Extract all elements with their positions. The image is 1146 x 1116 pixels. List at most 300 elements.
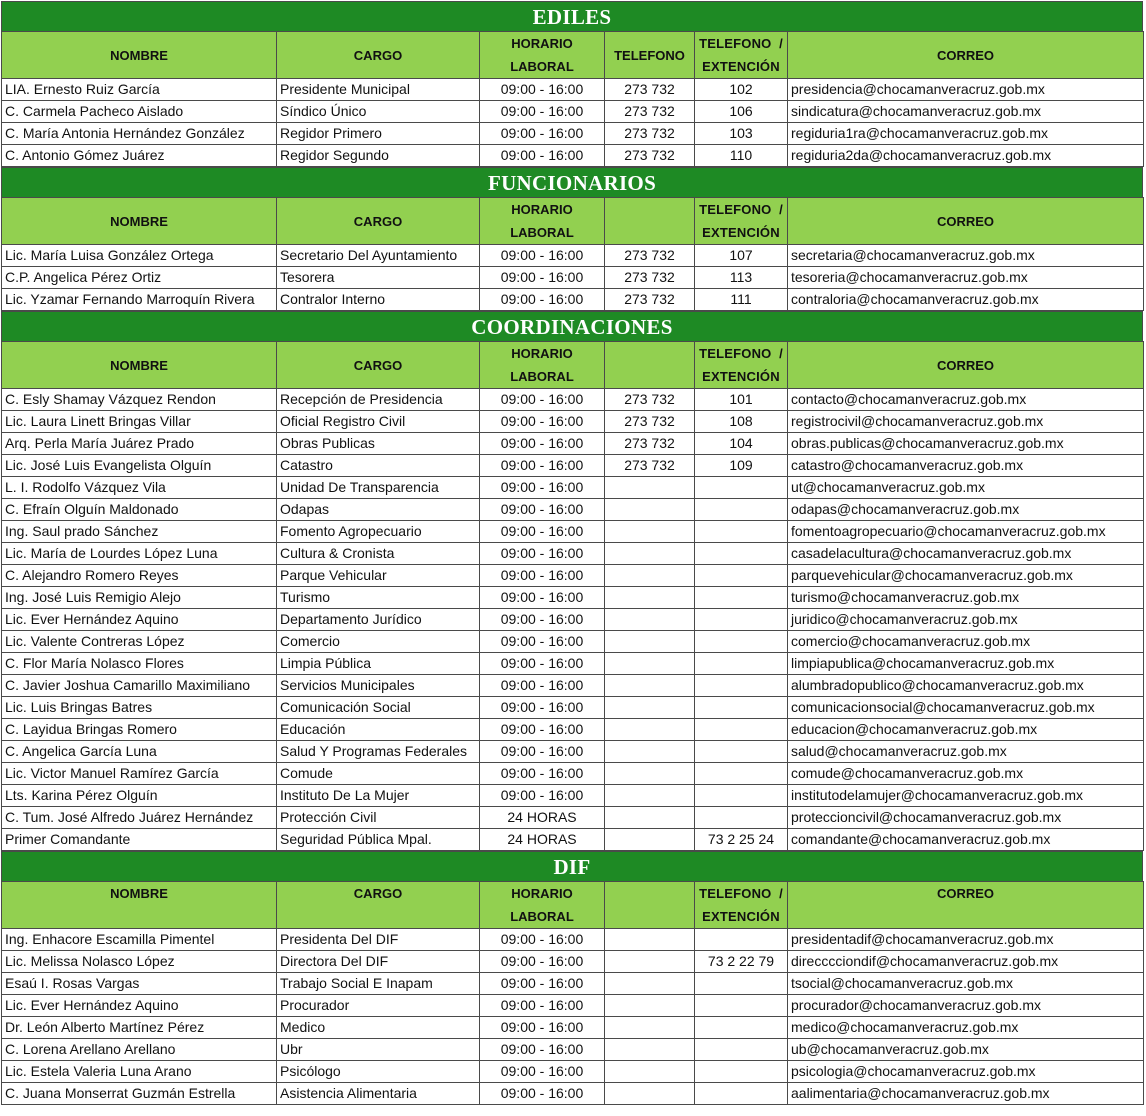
cell-horario: 09:00 - 16:00 (480, 1083, 605, 1105)
cell-extension (695, 763, 788, 785)
table-row (2, 587, 1144, 609)
cell-telefono (605, 807, 695, 829)
table-row (2, 973, 1144, 995)
section-title-funcionarios: FUNCIONARIOS (1, 167, 1143, 197)
cell-cargo: Comunicación Social (277, 697, 480, 719)
cell-telefono: 273 732 (605, 145, 695, 167)
table-row (2, 995, 1144, 1017)
cell-correo: catastro@chocamanveracruz.gob.mx (788, 455, 1144, 477)
section-title-dif: DIF (1, 851, 1143, 881)
cell-correo: contraloria@chocamanveracruz.gob.mx (788, 289, 1144, 311)
cell-extension: 107 (695, 245, 788, 267)
table-row (2, 1039, 1144, 1061)
cell-correo: fomentoagropecuario@chocamanveracruz.gob.mx (788, 521, 1144, 543)
cell-extension (695, 477, 788, 499)
cell-cargo: Unidad De Transparencia (277, 477, 480, 499)
cell-cargo: Regidor Segundo (277, 145, 480, 167)
cell-cargo: Odapas (277, 499, 480, 521)
header-nombre: NOMBRE (2, 32, 277, 79)
cell-cargo: Psicólogo (277, 1061, 480, 1083)
table-row (2, 1061, 1144, 1083)
cell-telefono (605, 543, 695, 565)
header-cargo: CARGO (277, 342, 480, 389)
cell-horario: 09:00 - 16:00 (480, 995, 605, 1017)
header-horario-line1: HORARIO (511, 36, 573, 51)
cell-cargo: Regidor Primero (277, 123, 480, 145)
cell-correo: presidencia@chocamanveracruz.gob.mx (788, 79, 1144, 101)
cell-horario: 09:00 - 16:00 (480, 675, 605, 697)
header-correo: CORREO (788, 342, 1144, 389)
cell-nombre: Lts. Karina Pérez Olguín (2, 785, 277, 807)
table-row (2, 951, 1144, 973)
cell-horario: 09:00 - 16:00 (480, 245, 605, 267)
cell-cargo: Obras Publicas (277, 433, 480, 455)
cell-telefono (605, 521, 695, 543)
directory-sheet (1, 1, 1143, 1105)
cell-telefono (605, 697, 695, 719)
cell-telefono (605, 1017, 695, 1039)
cell-nombre: Lic. Luis Bringas Batres (2, 697, 277, 719)
cell-correo: comude@chocamanveracruz.gob.mx (788, 763, 1144, 785)
cell-cargo: Comercio (277, 631, 480, 653)
cell-telefono: 273 732 (605, 245, 695, 267)
cell-correo: aalimentaria@chocamanveracruz.gob.mx (788, 1083, 1144, 1105)
header-row (2, 882, 1144, 929)
header-telefono (605, 342, 695, 389)
header-extension-line1: TELEFONO / (699, 202, 783, 217)
header-horario-line2: LABORAL (510, 909, 574, 924)
table-row (2, 631, 1144, 653)
cell-correo: tesoreria@chocamanveracruz.gob.mx (788, 267, 1144, 289)
cell-correo: tsocial@chocamanveracruz.gob.mx (788, 973, 1144, 995)
cell-horario: 09:00 - 16:00 (480, 79, 605, 101)
cell-correo: turismo@chocamanveracruz.gob.mx (788, 587, 1144, 609)
table-row (2, 433, 1144, 455)
cell-cargo: Contralor Interno (277, 289, 480, 311)
header-extension (695, 32, 788, 79)
cell-telefono (605, 565, 695, 587)
table-row (2, 1017, 1144, 1039)
header-extension-line1: TELEFONO / (699, 36, 783, 51)
cell-nombre: Arq. Perla María Juárez Prado (2, 433, 277, 455)
cell-cargo: Secretario Del Ayuntamiento (277, 245, 480, 267)
table-row (2, 543, 1144, 565)
table-row (2, 785, 1144, 807)
header-horario (480, 32, 605, 79)
cell-extension (695, 973, 788, 995)
cell-horario: 09:00 - 16:00 (480, 289, 605, 311)
cell-correo: proteccioncivil@chocamanveracruz.gob.mx (788, 807, 1144, 829)
header-extension-line2: EXTENCIÓN (702, 909, 780, 924)
cell-nombre: L. I. Rodolfo Vázquez Vila (2, 477, 277, 499)
header-extension (695, 198, 788, 245)
table-row (2, 79, 1144, 101)
cell-telefono (605, 763, 695, 785)
cell-horario: 09:00 - 16:00 (480, 565, 605, 587)
cell-nombre: C.P. Angelica Pérez Ortiz (2, 267, 277, 289)
cell-cargo: Presidente Municipal (277, 79, 480, 101)
table-row (2, 697, 1144, 719)
header-cargo: CARGO (277, 32, 480, 79)
cell-extension (695, 631, 788, 653)
header-cargo: CARGO (277, 198, 480, 245)
cell-cargo: Síndico Único (277, 101, 480, 123)
cell-telefono (605, 609, 695, 631)
cell-cargo: Turismo (277, 587, 480, 609)
header-nombre: NOMBRE (2, 882, 277, 929)
cell-telefono: 273 732 (605, 389, 695, 411)
cell-nombre: C. Layidua Bringas Romero (2, 719, 277, 741)
cell-correo: comunicacionsocial@chocamanveracruz.gob.mx (788, 697, 1144, 719)
cell-horario: 09:00 - 16:00 (480, 741, 605, 763)
cell-correo: obras.publicas@chocamanveracruz.gob.mx (788, 433, 1144, 455)
cell-telefono (605, 587, 695, 609)
cell-telefono (605, 719, 695, 741)
cell-horario: 09:00 - 16:00 (480, 719, 605, 741)
table-row (2, 455, 1144, 477)
section-title-ediles: EDILES (1, 1, 1143, 31)
table-row (2, 719, 1144, 741)
cell-telefono: 273 732 (605, 267, 695, 289)
table-row (2, 499, 1144, 521)
cell-horario: 09:00 - 16:00 (480, 499, 605, 521)
cell-correo: procurador@chocamanveracruz.gob.mx (788, 995, 1144, 1017)
cell-extension (695, 587, 788, 609)
cell-correo: casadelacultura@chocamanveracruz.gob.mx (788, 543, 1144, 565)
cell-cargo: Fomento Agropecuario (277, 521, 480, 543)
table-row (2, 477, 1144, 499)
cell-extension (695, 675, 788, 697)
cell-horario: 09:00 - 16:00 (480, 477, 605, 499)
cell-cargo: Medico (277, 1017, 480, 1039)
table-coordinaciones (1, 341, 1144, 851)
cell-horario: 09:00 - 16:00 (480, 1061, 605, 1083)
cell-extension: 73 2 25 24 (695, 829, 788, 851)
header-horario (480, 882, 605, 929)
cell-nombre: Ing. Saul prado Sánchez (2, 521, 277, 543)
header-correo: CORREO (788, 882, 1144, 929)
header-extension-line2: EXTENCIÓN (702, 369, 780, 384)
cell-telefono (605, 1083, 695, 1105)
cell-extension: 110 (695, 145, 788, 167)
table-row (2, 829, 1144, 851)
header-extension-line2: EXTENCIÓN (702, 225, 780, 240)
cell-horario: 09:00 - 16:00 (480, 763, 605, 785)
cell-nombre: Primer Comandante (2, 829, 277, 851)
cell-correo: psicologia@chocamanveracruz.gob.mx (788, 1061, 1144, 1083)
cell-nombre: Lic. Victor Manuel Ramírez García (2, 763, 277, 785)
header-row (2, 32, 1144, 79)
cell-nombre: C. Tum. José Alfredo Juárez Hernández (2, 807, 277, 829)
header-telefono (605, 198, 695, 245)
cell-cargo: Parque Vehicular (277, 565, 480, 587)
cell-nombre: C. Antonio Gómez Juárez (2, 145, 277, 167)
cell-correo: institutodelamujer@chocamanveracruz.gob.mx (788, 785, 1144, 807)
cell-telefono (605, 1039, 695, 1061)
cell-nombre: C. María Antonia Hernández González (2, 123, 277, 145)
table-row (2, 929, 1144, 951)
cell-horario: 09:00 - 16:00 (480, 929, 605, 951)
cell-telefono (605, 653, 695, 675)
cell-correo: odapas@chocamanveracruz.gob.mx (788, 499, 1144, 521)
cell-nombre: Lic. María Luisa González Ortega (2, 245, 277, 267)
cell-nombre: Lic. Laura Linett Bringas Villar (2, 411, 277, 433)
header-nombre: NOMBRE (2, 342, 277, 389)
cell-correo: secretaria@chocamanveracruz.gob.mx (788, 245, 1144, 267)
cell-nombre: Lic. José Luis Evangelista Olguín (2, 455, 277, 477)
header-extension (695, 882, 788, 929)
cell-extension (695, 719, 788, 741)
cell-horario: 09:00 - 16:00 (480, 411, 605, 433)
cell-horario: 09:00 - 16:00 (480, 101, 605, 123)
table-row (2, 123, 1144, 145)
header-horario-line1: HORARIO (511, 346, 573, 361)
cell-extension (695, 1083, 788, 1105)
cell-extension (695, 1039, 788, 1061)
cell-extension (695, 499, 788, 521)
cell-correo: contacto@chocamanveracruz.gob.mx (788, 389, 1144, 411)
cell-nombre: C. Flor María Nolasco Flores (2, 653, 277, 675)
cell-extension: 108 (695, 411, 788, 433)
cell-correo: educacion@chocamanveracruz.gob.mx (788, 719, 1144, 741)
cell-telefono: 273 732 (605, 289, 695, 311)
cell-telefono: 273 732 (605, 411, 695, 433)
cell-correo: regiduria2da@chocamanveracruz.gob.mx (788, 145, 1144, 167)
header-telefono (605, 882, 695, 929)
cell-horario: 09:00 - 16:00 (480, 1039, 605, 1061)
cell-telefono: 273 732 (605, 101, 695, 123)
cell-nombre: C. Alejandro Romero Reyes (2, 565, 277, 587)
cell-extension (695, 697, 788, 719)
cell-horario: 09:00 - 16:00 (480, 389, 605, 411)
cell-correo: regiduria1ra@chocamanveracruz.gob.mx (788, 123, 1144, 145)
cell-cargo: Presidenta Del DIF (277, 929, 480, 951)
cell-nombre: C. Juana Monserrat Guzmán Estrella (2, 1083, 277, 1105)
table-row (2, 763, 1144, 785)
cell-cargo: Trabajo Social E Inapam (277, 973, 480, 995)
cell-correo: sindicatura@chocamanveracruz.gob.mx (788, 101, 1144, 123)
cell-horario: 24 HORAS (480, 807, 605, 829)
cell-nombre: Lic. Yzamar Fernando Marroquín Rivera (2, 289, 277, 311)
cell-nombre: Lic. Ever Hernández Aquino (2, 609, 277, 631)
cell-telefono (605, 499, 695, 521)
header-extension-line1: TELEFONO / (699, 886, 783, 901)
cell-correo: registrocivil@chocamanveracruz.gob.mx (788, 411, 1144, 433)
cell-nombre: LIA. Ernesto Ruiz García (2, 79, 277, 101)
header-row (2, 342, 1144, 389)
cell-nombre: Esaú I. Rosas Vargas (2, 973, 277, 995)
table-row (2, 267, 1144, 289)
cell-cargo: Instituto De La Mujer (277, 785, 480, 807)
cell-correo: parquevehicular@chocamanveracruz.gob.mx (788, 565, 1144, 587)
header-cargo: CARGO (277, 882, 480, 929)
cell-extension: 111 (695, 289, 788, 311)
header-horario-line1: HORARIO (511, 202, 573, 217)
cell-telefono: 273 732 (605, 455, 695, 477)
cell-extension (695, 1017, 788, 1039)
cell-telefono (605, 675, 695, 697)
cell-extension (695, 995, 788, 1017)
header-horario (480, 342, 605, 389)
header-extension-line1: TELEFONO / (699, 346, 783, 361)
cell-cargo: Tesorera (277, 267, 480, 289)
cell-telefono (605, 741, 695, 763)
table-row (2, 807, 1144, 829)
header-nombre: NOMBRE (2, 198, 277, 245)
cell-horario: 09:00 - 16:00 (480, 973, 605, 995)
cell-extension (695, 565, 788, 587)
cell-cargo: Asistencia Alimentaria (277, 1083, 480, 1105)
cell-extension: 73 2 22 79 (695, 951, 788, 973)
table-row (2, 389, 1144, 411)
cell-cargo: Cultura & Cronista (277, 543, 480, 565)
table-row (2, 289, 1144, 311)
header-horario-line1: HORARIO (511, 886, 573, 901)
cell-nombre: C. Angelica García Luna (2, 741, 277, 763)
cell-nombre: Dr. León Alberto Martínez Pérez (2, 1017, 277, 1039)
cell-nombre: Lic. Valente Contreras López (2, 631, 277, 653)
cell-cargo: Catastro (277, 455, 480, 477)
cell-cargo: Comude (277, 763, 480, 785)
cell-horario: 09:00 - 16:00 (480, 785, 605, 807)
cell-telefono: 273 732 (605, 433, 695, 455)
cell-nombre: Ing. José Luis Remigio Alejo (2, 587, 277, 609)
cell-horario: 09:00 - 16:00 (480, 697, 605, 719)
header-horario (480, 198, 605, 245)
cell-telefono (605, 973, 695, 995)
cell-cargo: Ubr (277, 1039, 480, 1061)
cell-correo: ub@chocamanveracruz.gob.mx (788, 1039, 1144, 1061)
cell-extension (695, 521, 788, 543)
cell-horario: 09:00 - 16:00 (480, 587, 605, 609)
cell-nombre: C. Esly Shamay Vázquez Rendon (2, 389, 277, 411)
table-dif (1, 881, 1144, 1105)
cell-extension: 104 (695, 433, 788, 455)
cell-extension (695, 543, 788, 565)
cell-nombre: Ing. Enhacore Escamilla Pimentel (2, 929, 277, 951)
header-correo: CORREO (788, 32, 1144, 79)
table-funcionarios (1, 197, 1144, 311)
table-row (2, 245, 1144, 267)
header-horario-line2: LABORAL (510, 59, 574, 74)
header-extension (695, 342, 788, 389)
header-horario-line2: LABORAL (510, 225, 574, 240)
cell-nombre: Lic. Estela Valeria Luna Arano (2, 1061, 277, 1083)
cell-horario: 09:00 - 16:00 (480, 521, 605, 543)
cell-extension (695, 609, 788, 631)
cell-extension: 113 (695, 267, 788, 289)
cell-telefono (605, 829, 695, 851)
cell-correo: medico@chocamanveracruz.gob.mx (788, 1017, 1144, 1039)
cell-telefono: 273 732 (605, 123, 695, 145)
cell-extension (695, 741, 788, 763)
cell-cargo: Protección Civil (277, 807, 480, 829)
cell-horario: 09:00 - 16:00 (480, 455, 605, 477)
table-row (2, 101, 1144, 123)
table-row (2, 653, 1144, 675)
cell-cargo: Limpia Pública (277, 653, 480, 675)
table-row (2, 521, 1144, 543)
cell-telefono (605, 1061, 695, 1083)
header-correo: CORREO (788, 198, 1144, 245)
table-row (2, 1083, 1144, 1105)
cell-correo: alumbradopublico@chocamanveracruz.gob.mx (788, 675, 1144, 697)
cell-cargo: Servicios Municipales (277, 675, 480, 697)
cell-cargo: Departamento Jurídico (277, 609, 480, 631)
cell-telefono (605, 477, 695, 499)
header-horario-line2: LABORAL (510, 369, 574, 384)
cell-correo: direcccciondif@chocamanveracruz.gob.mx (788, 951, 1144, 973)
cell-extension: 106 (695, 101, 788, 123)
cell-correo: ut@chocamanveracruz.gob.mx (788, 477, 1144, 499)
cell-extension: 109 (695, 455, 788, 477)
cell-correo: presidentadif@chocamanveracruz.gob.mx (788, 929, 1144, 951)
header-telefono: TELEFONO (605, 32, 695, 79)
cell-horario: 09:00 - 16:00 (480, 1017, 605, 1039)
cell-horario: 09:00 - 16:00 (480, 433, 605, 455)
cell-nombre: C. Javier Joshua Camarillo Maximiliano (2, 675, 277, 697)
cell-horario: 09:00 - 16:00 (480, 123, 605, 145)
header-row (2, 198, 1144, 245)
cell-extension (695, 653, 788, 675)
cell-horario: 09:00 - 16:00 (480, 653, 605, 675)
cell-nombre: C. Carmela Pacheco Aislado (2, 101, 277, 123)
cell-telefono (605, 995, 695, 1017)
cell-nombre: Lic. Melissa Nolasco López (2, 951, 277, 973)
cell-nombre: Lic. Ever Hernández Aquino (2, 995, 277, 1017)
cell-telefono (605, 951, 695, 973)
cell-extension (695, 807, 788, 829)
cell-correo: limpiapublica@chocamanveracruz.gob.mx (788, 653, 1144, 675)
table-row (2, 411, 1144, 433)
cell-telefono (605, 631, 695, 653)
cell-correo: comercio@chocamanveracruz.gob.mx (788, 631, 1144, 653)
cell-correo: salud@chocamanveracruz.gob.mx (788, 741, 1144, 763)
cell-telefono (605, 929, 695, 951)
table-ediles (1, 31, 1144, 167)
cell-horario: 09:00 - 16:00 (480, 267, 605, 289)
section-title-coordinaciones: COORDINACIONES (1, 311, 1143, 341)
cell-horario: 24 HORAS (480, 829, 605, 851)
cell-cargo: Procurador (277, 995, 480, 1017)
cell-horario: 09:00 - 16:00 (480, 145, 605, 167)
table-row (2, 145, 1144, 167)
cell-correo: juridico@chocamanveracruz.gob.mx (788, 609, 1144, 631)
cell-horario: 09:00 - 16:00 (480, 609, 605, 631)
table-row (2, 565, 1144, 587)
cell-cargo: Salud Y Programas Federales (277, 741, 480, 763)
cell-correo: comandante@chocamanveracruz.gob.mx (788, 829, 1144, 851)
cell-extension (695, 785, 788, 807)
cell-horario: 09:00 - 16:00 (480, 951, 605, 973)
cell-cargo: Educación (277, 719, 480, 741)
cell-nombre: Lic. María de Lourdes López Luna (2, 543, 277, 565)
cell-cargo: Recepción de Presidencia (277, 389, 480, 411)
header-extension-line2: EXTENCIÓN (702, 59, 780, 74)
table-row (2, 741, 1144, 763)
cell-extension: 103 (695, 123, 788, 145)
cell-extension: 102 (695, 79, 788, 101)
cell-telefono (605, 785, 695, 807)
cell-cargo: Directora Del DIF (277, 951, 480, 973)
cell-extension: 101 (695, 389, 788, 411)
cell-telefono: 273 732 (605, 79, 695, 101)
table-row (2, 609, 1144, 631)
cell-extension (695, 1061, 788, 1083)
cell-nombre: C. Efraín Olguín Maldonado (2, 499, 277, 521)
cell-horario: 09:00 - 16:00 (480, 543, 605, 565)
cell-cargo: Oficial Registro Civil (277, 411, 480, 433)
